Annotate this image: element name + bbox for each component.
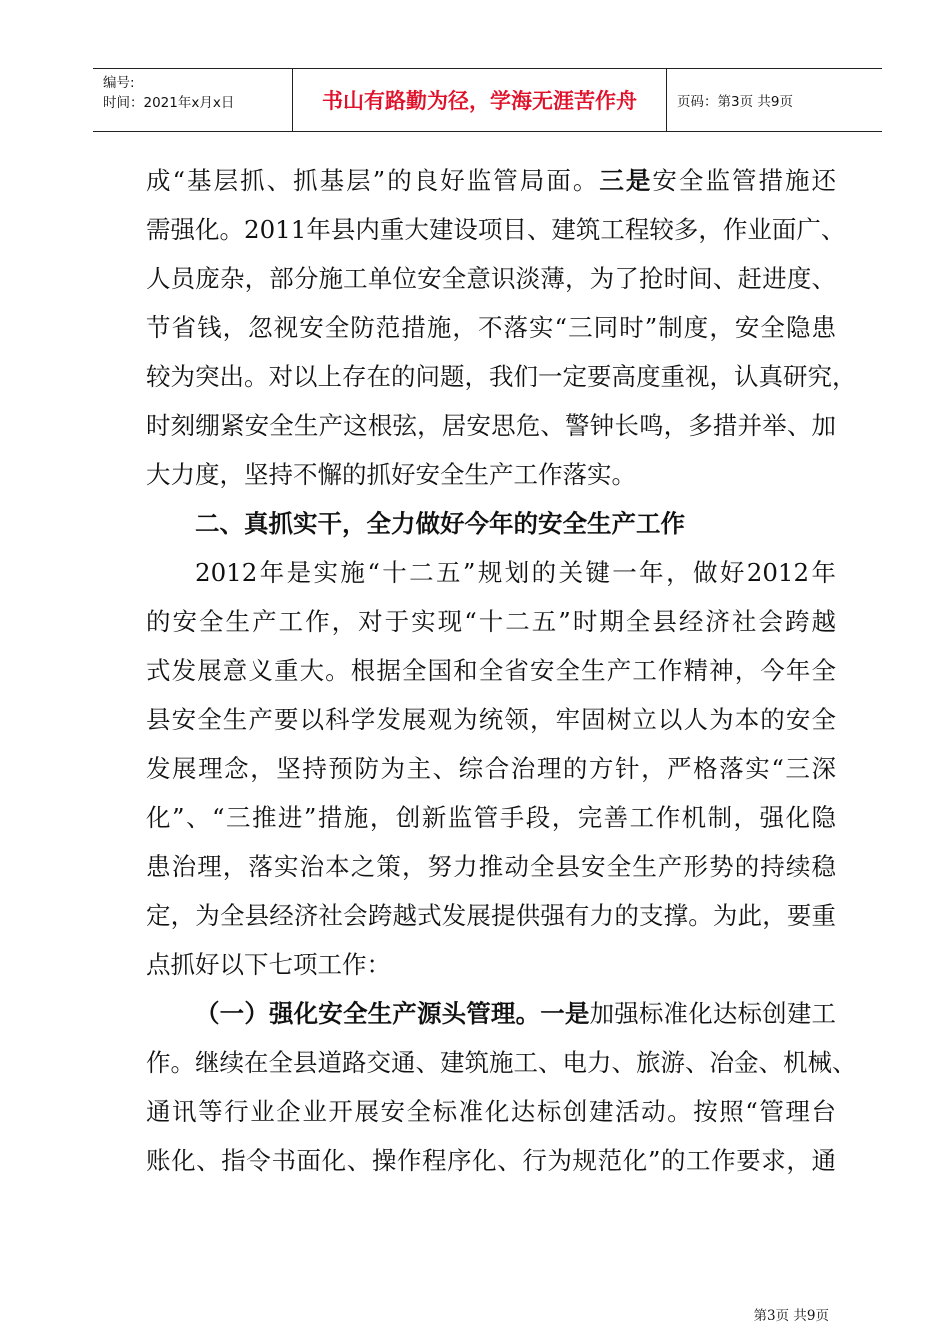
document-number-label: 编号:: [103, 75, 135, 91]
paragraph-line: 较为突出。对以上存在的问题，我们一定要高度重视，认真研究，: [146, 362, 857, 391]
paragraph-line: 通讯等行业企业开展安全标准化达标创建活动。按照“管理台: [146, 1097, 836, 1126]
paragraph-line: （一）强化安全生产源头管理。一是加强标准化达标创建工: [195, 999, 837, 1028]
paragraph-line: 大力度，坚持不懈的抓好安全生产工作落实。: [146, 460, 636, 489]
paragraph-line: 化”、“三推进”措施，创新监管手段，完善工作机制，强化隐: [146, 803, 836, 832]
header-motto: 书山有路勤为径，学海无涯苦作舟: [293, 69, 667, 131]
document-time-label: 时间：2021年x月x日: [103, 95, 235, 111]
paragraph-line: 患治理，落实治本之策，努力推动全县安全生产形势的持续稳: [146, 852, 836, 881]
document-body: [146, 156, 857, 1185]
page-footer: 第3页 共9页: [753, 1308, 829, 1324]
section-heading: 二、真抓实干，全力做好今年的安全生产工作: [195, 509, 685, 538]
paragraph-line: 作。继续在全县道路交通、建筑施工、电力、旅游、冶金、机械、: [146, 1048, 857, 1077]
paragraph-line: 成“基层抓、抓基层”的良好监管局面。三是安全监管措施还: [146, 166, 837, 195]
paragraph-line: 需强化。2011年县内重大建设项目、建筑工程较多，作业面广、: [146, 215, 846, 244]
paragraph-line: 定，为全县经济社会跨越式发展提供强有力的支撑。为此，要重: [146, 901, 836, 930]
paragraph-line: 节省钱，忽视安全防范措施，不落实“三同时”制度，安全隐患: [146, 313, 836, 342]
paragraph-line: 2012年是实施“十二五”规划的关键一年，做好2012年: [195, 558, 836, 587]
paragraph-line: 式发展意义重大。根据全国和全省安全生产工作精神，今年全: [146, 656, 836, 685]
emphasis-text: 三是: [599, 166, 653, 195]
paragraph-line: 账化、指令书面化、操作程序化、行为规范化”的工作要求，通: [146, 1146, 836, 1175]
paragraph-line: 时刻绷紧安全生产这根弦，居安思危、警钟长鸣，多措并举、加: [146, 411, 836, 440]
subsection-heading: （一）强化安全生产源头管理。一是: [195, 999, 590, 1028]
paragraph-line: 发展理念，坚持预防为主、综合治理的方针，严格落实“三深: [146, 754, 836, 783]
paragraph-line: 人员庞杂，部分施工单位安全意识淡薄，为了抢时间、赶进度、: [146, 264, 836, 293]
page-header: [93, 68, 882, 132]
header-page-info: 页码：第3页 共9页: [677, 94, 793, 110]
header-meta-cell: [93, 69, 293, 131]
paragraph-line: 点抓好以下七项工作：: [146, 950, 391, 979]
paragraph-line: 的安全生产工作，对于实现“十二五”时期全县经济社会跨越: [146, 607, 836, 636]
paragraph-line: 县安全生产要以科学发展观为统领，牢固树立以人为本的安全: [146, 705, 836, 734]
